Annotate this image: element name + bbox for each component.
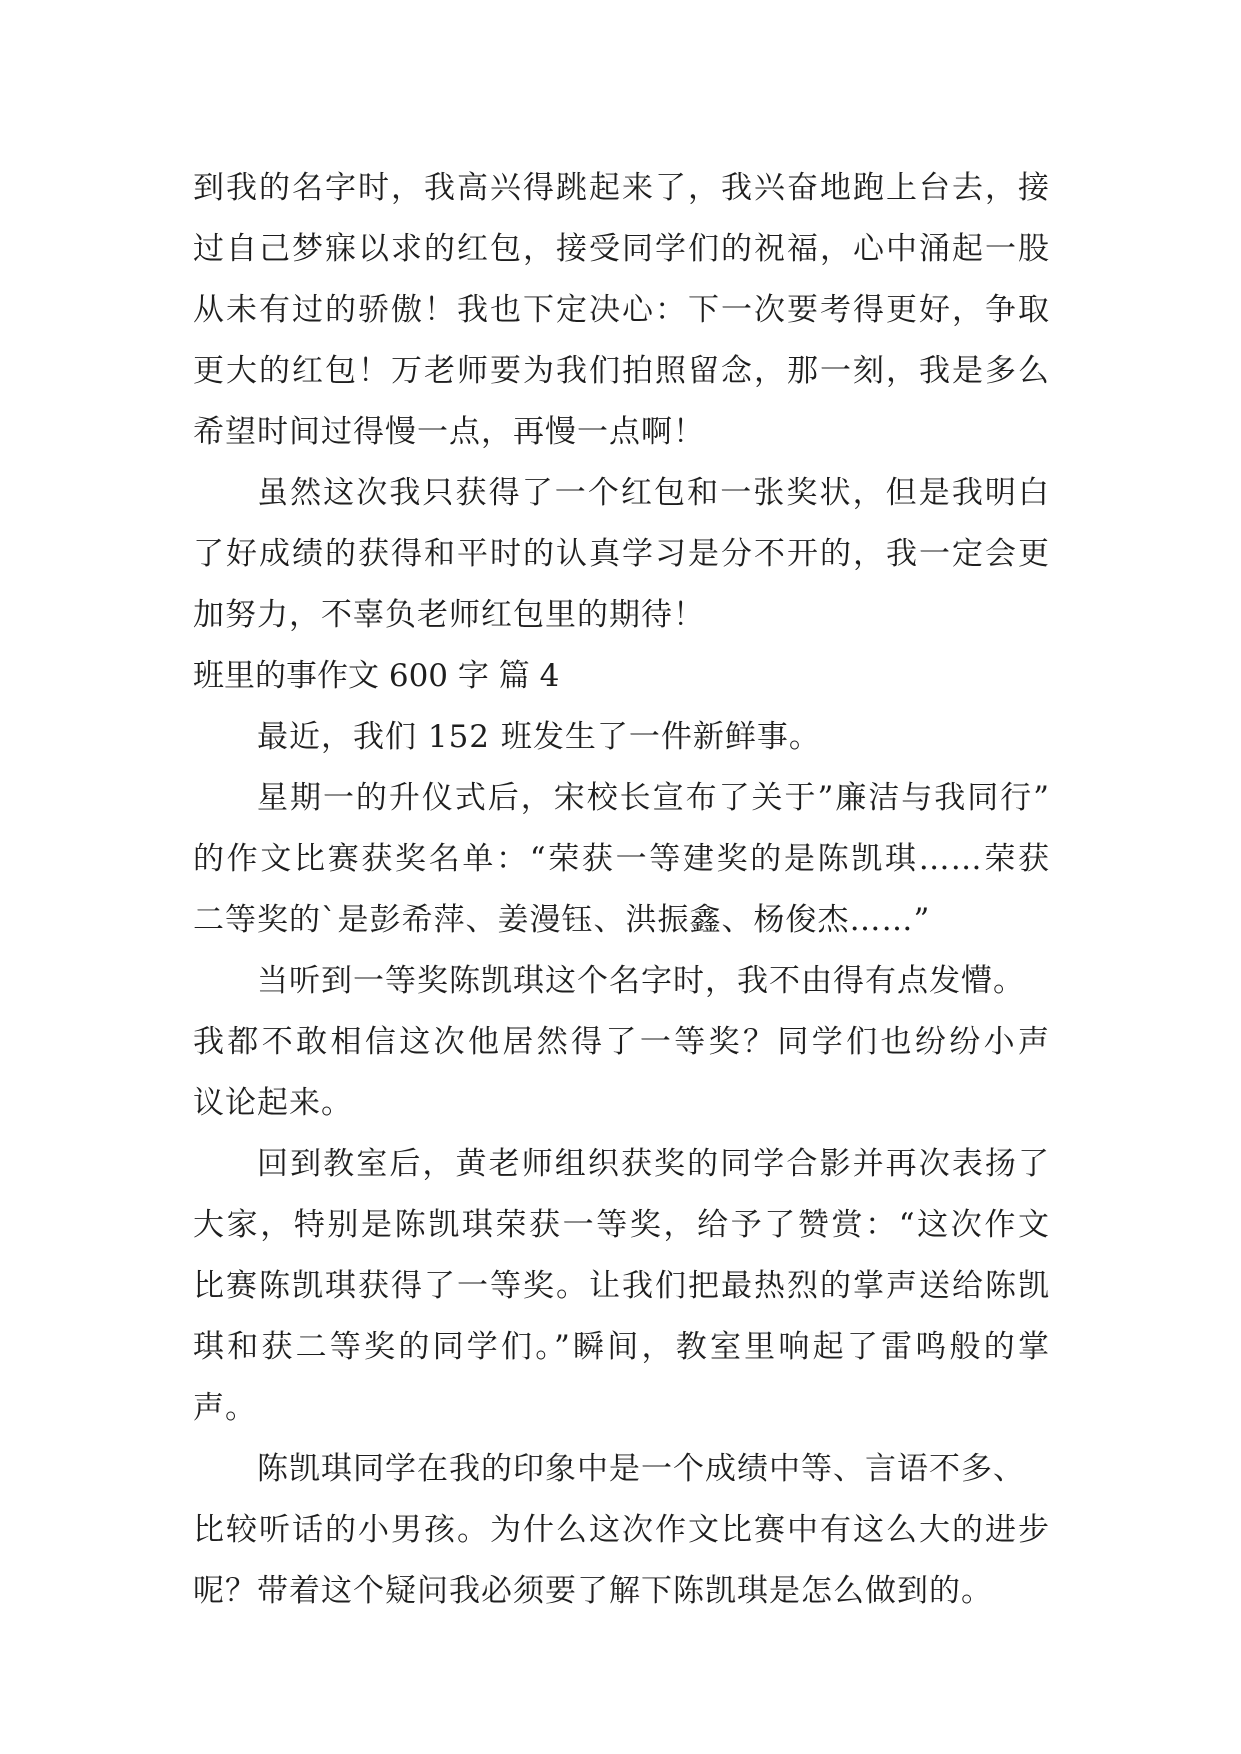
text-line: 议论起来。 [193, 1085, 353, 1121]
text-line: 希望时间过得慢一点，再慢一点啊！ [193, 414, 705, 450]
paragraph-start-line: 陈凯琪同学在我的印象中是一个成绩中等、言语不多、 [257, 1451, 1025, 1487]
text-line: 过自己梦寐以求的红包，接受同学们的祝福，心中涌起一股 [193, 231, 1050, 267]
paragraph-start-line: 虽然这次我只获得了一个红包和一张奖状，但是我明白 [257, 475, 1050, 511]
paragraph-start-line: 当听到一等奖陈凯琪这个名字时，我不由得有点发懵。 [257, 963, 1025, 999]
essay-body [193, 158, 1073, 1622]
text-line: 更大的红包！万老师要为我们拍照留念，那一刻，我是多么 [193, 353, 1050, 389]
text-line: 加努力，不辜负老师红包里的期待！ [193, 597, 705, 633]
text-line: 到我的名字时，我高兴得跳起来了，我兴奋地跑上台去，接 [193, 170, 1050, 206]
section-heading: 班里的事作文 600 字 篇 4 [193, 658, 560, 694]
paragraph-start-line: 星期一的升仪式后，宋校长宣布了关于”廉洁与我同行” [257, 780, 1050, 816]
text-line: 比较听话的小男孩。为什么这次作文比赛中有这么大的进步 [193, 1512, 1050, 1548]
text-line: 琪和获二等奖的同学们。”瞬间，教室里响起了雷鸣般的掌 [193, 1329, 1050, 1365]
text-line: 呢？带着这个疑问我必须要了解下陈凯琪是怎么做到的。 [193, 1573, 993, 1609]
text-line: 我都不敢相信这次他居然得了一等奖？同学们也纷纷小声 [193, 1024, 1050, 1060]
text-line: 了好成绩的获得和平时的认真学习是分不开的，我一定会更 [193, 536, 1050, 572]
text-line: 从未有过的骄傲！我也下定决心：下一次要考得更好，争取 [193, 292, 1050, 328]
paragraph-start-line: 回到教室后，黄老师组织获奖的同学合影并再次表扬了 [257, 1146, 1050, 1182]
text-line: 二等奖的`是彭希萍、姜漫钰、洪振鑫、杨俊杰……” [193, 902, 931, 938]
text-line: 的作文比赛获奖名单：“荣获一等建奖的是陈凯琪……荣获 [193, 841, 1050, 877]
text-line: 声。 [193, 1390, 257, 1426]
text-line: 大家，特别是陈凯琪荣获一等奖，给予了赞赏：“这次作文 [193, 1207, 1050, 1243]
text-line: 比赛陈凯琪获得了一等奖。让我们把最热烈的掌声送给陈凯 [193, 1268, 1050, 1304]
paragraph-start-line: 最近，我们 152 班发生了一件新鲜事。 [257, 719, 821, 755]
